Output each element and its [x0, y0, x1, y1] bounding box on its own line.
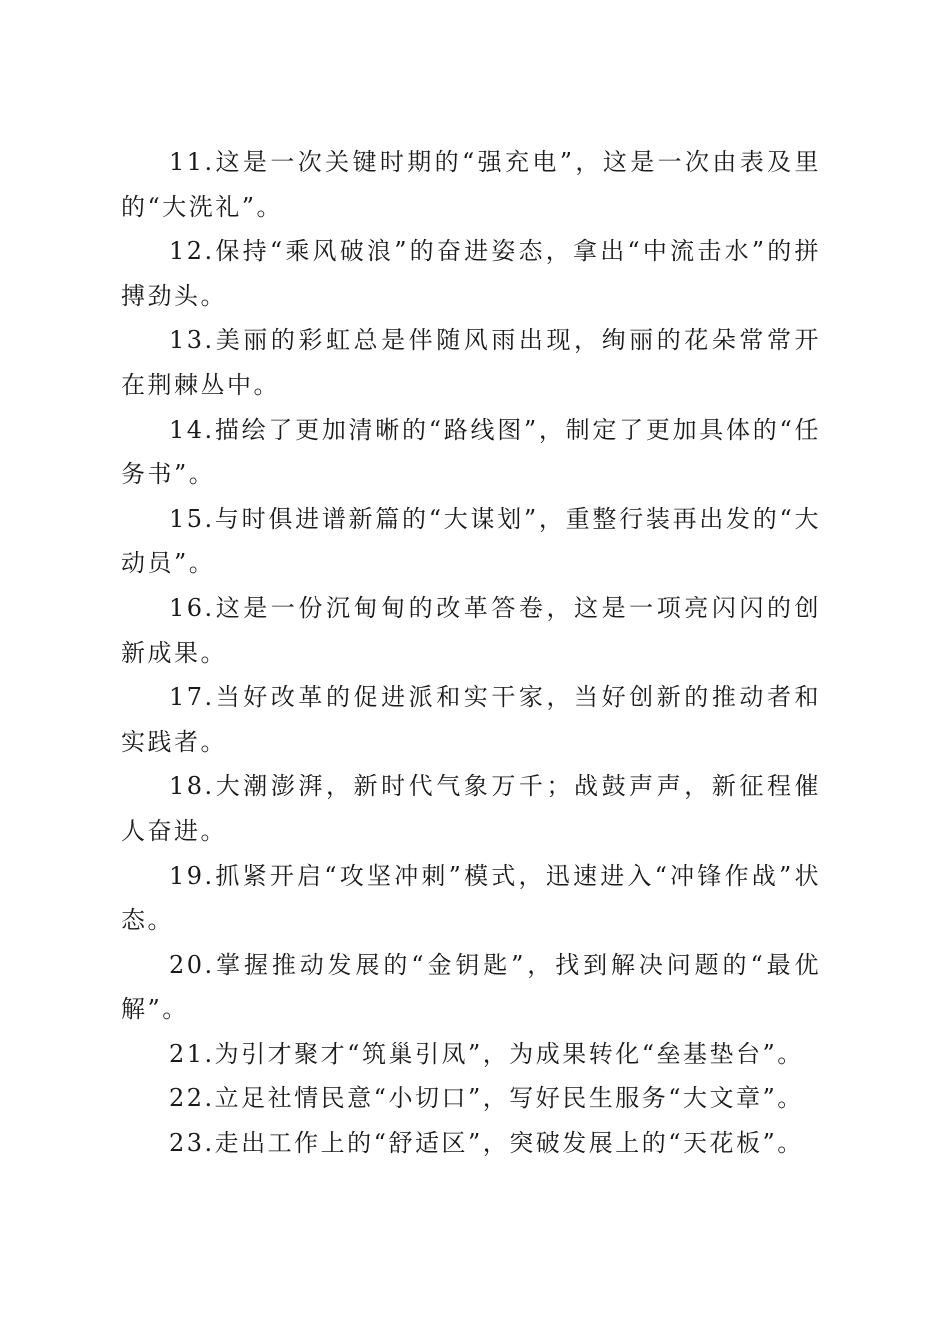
list-item	[121, 1032, 821, 1077]
item-text: 当好改革的促进派和实干家，当好创新的推动者和实践者。	[121, 683, 821, 756]
list-item	[121, 229, 821, 318]
item-number: 11.	[169, 148, 215, 176]
item-text: 这是一次关键时期的“强充电”，这是一次由表及里的“大洗礼”。	[121, 148, 821, 221]
list-item	[121, 854, 821, 943]
item-number: 16.	[169, 593, 215, 622]
document-body	[121, 140, 821, 1166]
list-item	[121, 764, 821, 853]
item-number: 12.	[169, 237, 215, 266]
item-number: 20.	[169, 950, 215, 979]
list-item	[121, 943, 821, 1032]
list-item	[121, 318, 821, 407]
item-number: 22.	[169, 1084, 215, 1113]
item-number: 21.	[169, 1039, 215, 1068]
item-number: 15.	[169, 504, 215, 533]
item-number: 23.	[169, 1129, 215, 1158]
item-text: 立足社情民意“小切口”，写好民生服务“大文章”。	[214, 1084, 804, 1113]
item-text: 与时俱进谱新篇的“大谋划”，重整行装再出发的“大动员”。	[121, 504, 821, 578]
item-text: 抓紧开启“攻坚冲刺”模式，迅速进入“冲锋作战”状态。	[121, 861, 821, 935]
list-item	[121, 1121, 821, 1166]
list-item	[121, 140, 821, 229]
list-item	[121, 675, 821, 764]
item-text: 走出工作上的“舒适区”，突破发展上的“天花板”。	[214, 1129, 804, 1158]
item-number: 19.	[169, 861, 215, 890]
list-item	[121, 497, 821, 586]
item-text: 保持“乘风破浪”的奋进姿态，拿出“中流击水”的拼搏劲头。	[121, 237, 821, 310]
list-item	[121, 586, 821, 675]
item-text: 为引才聚才“筑巢引凤”，为成果转化“垒基垫台”。	[214, 1039, 804, 1068]
item-number: 18.	[169, 772, 215, 801]
item-text: 掌握推动发展的“金钥匙”，找到解决问题的“最优解”。	[121, 950, 821, 1024]
item-number: 13.	[169, 326, 215, 355]
list-item	[121, 1076, 821, 1121]
item-text: 美丽的彩虹总是伴随风雨出现，绚丽的花朵常常开在荆棘丛中。	[121, 326, 821, 399]
item-number: 17.	[169, 683, 215, 712]
item-number: 14.	[169, 415, 215, 444]
item-text: 描绘了更加清晰的“路线图”，制定了更加具体的“任务书”。	[121, 415, 821, 489]
list-item	[121, 408, 821, 497]
item-text: 大潮澎湃，新时代气象万千；战鼓声声，新征程催人奋进。	[121, 772, 821, 845]
item-text: 这是一份沉甸甸的改革答卷，这是一项亮闪闪的创新成果。	[121, 593, 821, 667]
